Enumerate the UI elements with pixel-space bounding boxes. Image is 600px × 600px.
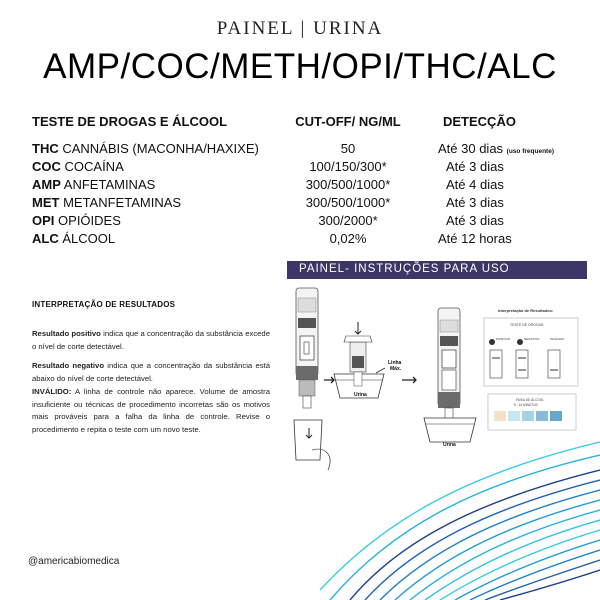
negative-icon [517, 339, 523, 345]
test-cassette-icon [296, 288, 318, 408]
label-linha: Linha [388, 360, 402, 366]
drug-code: AMP [32, 177, 61, 192]
arrow-icon [324, 377, 334, 383]
positive-label: Resultado positivo [32, 329, 101, 338]
drug-code: MET [32, 195, 60, 210]
drug-name: OPIÓIDES [58, 213, 121, 228]
drug-code: COC [32, 159, 61, 174]
drug-name: ÁLCOOL [62, 231, 116, 246]
page-title: AMP/COC/METH/OPI/THC/ALC [43, 47, 557, 86]
invalid-label: INVÁLIDO: [32, 387, 72, 396]
drug-detection: Até 4 dias [446, 177, 504, 192]
drug-name: CANNÁBIS (MACONHA/HAXIXE) [62, 141, 259, 156]
result-window-positive [490, 350, 502, 378]
drug-detection: Até 3 dias [446, 159, 504, 174]
negative-paragraph [32, 360, 270, 385]
col-header-test: TESTE DE DROGAS E ÁLCOOL [32, 114, 228, 129]
table-row [0, 195, 600, 213]
table-row [0, 159, 600, 177]
interpretation-title: INTERPRETAÇÃO DE RESULTADOS [32, 300, 176, 309]
test-cassette-icon [438, 308, 460, 424]
table-row [0, 213, 600, 231]
drug-cutoff: 0,02% [329, 231, 367, 246]
label-negativo: NEGATIVO [524, 337, 540, 341]
drug-name: COCAÍNA [64, 159, 124, 174]
negative-label: Resultado negativo [32, 361, 105, 370]
drug-cutoff: 50 [340, 141, 356, 156]
positive-text: indica que a concentração da substância excede o nível de corte detectável. [32, 329, 270, 351]
panel-kicker: PAINEL | URINA [216, 18, 384, 39]
col-header-detection: DETECÇÃO [443, 114, 516, 129]
alcohol-swatch [550, 411, 562, 421]
arrow-icon [402, 377, 416, 383]
alcohol-swatch [522, 411, 534, 421]
positive-icon [489, 339, 495, 345]
label-faixa: FAIXA DE ÁLCOOL [516, 398, 544, 402]
result-window-negative [516, 350, 528, 378]
drug-detection: Até 3 dias [446, 195, 504, 210]
label-invalido: INVÁLIDO [550, 337, 565, 341]
drug-detection: Até 3 dias [446, 213, 504, 228]
urine-cup-icon [334, 322, 384, 398]
drug-code: OPI [32, 213, 55, 228]
drug-detection-note: (uso frequente) [506, 148, 554, 155]
table-row [0, 231, 600, 249]
invalid-text: A linha de controle não aparece. Volume de amostra insuficiente ou técnicas de procedimento incorretas são os motivos mais prováveis para a falha da linha de controle. Revise o procedimento e repita o teste com um novo teste. [32, 387, 270, 434]
label-positivo: POSITIVO [496, 337, 511, 341]
instructions-banner-label: PAINEL- INSTRUÇÕES PARA USO [299, 263, 510, 275]
wave-decoration [320, 430, 600, 600]
drug-code: THC [32, 141, 59, 156]
positive-paragraph [32, 328, 270, 353]
invalid-paragraph [32, 386, 270, 436]
instructions-banner [287, 261, 587, 279]
drug-detection: Até 12 horas [438, 231, 512, 246]
col-header-cutoff: CUT-OFF/ NG/ML [295, 114, 401, 129]
table-row [0, 177, 600, 195]
label-interp: Interpretação de Resultados: [498, 308, 554, 313]
drug-cutoff: 300/500/1000* [305, 195, 391, 210]
social-handle: @americabiomedica [28, 556, 120, 567]
drug-name: METANFETAMINAS [63, 195, 182, 210]
result-window-invalid [548, 350, 560, 378]
label-urina-1: Urina [354, 392, 367, 398]
drug-code: ALC [32, 231, 59, 246]
alcohol-swatch [494, 411, 506, 421]
negative-text: indica que a concentração da substância está abaixo do nível de corte detectável. [32, 361, 270, 383]
label-faixa-sub: 5 - 10 MINUTOS [514, 403, 538, 407]
drug-cutoff: 300/2000* [318, 213, 378, 228]
drug-name: ANFETAMINAS [63, 177, 156, 192]
label-urina-2: Urina [443, 442, 456, 448]
label-teste-drogas: TESTE DE DROGAS: [510, 323, 545, 327]
table-row [0, 141, 600, 159]
drug-detection: Até 30 dias [438, 141, 504, 156]
alcohol-swatch [536, 411, 548, 421]
drug-cutoff: 100/150/300* [309, 159, 387, 174]
label-max: Máx. [390, 366, 402, 372]
alcohol-swatch [508, 411, 520, 421]
drug-cutoff: 300/500/1000* [305, 177, 391, 192]
